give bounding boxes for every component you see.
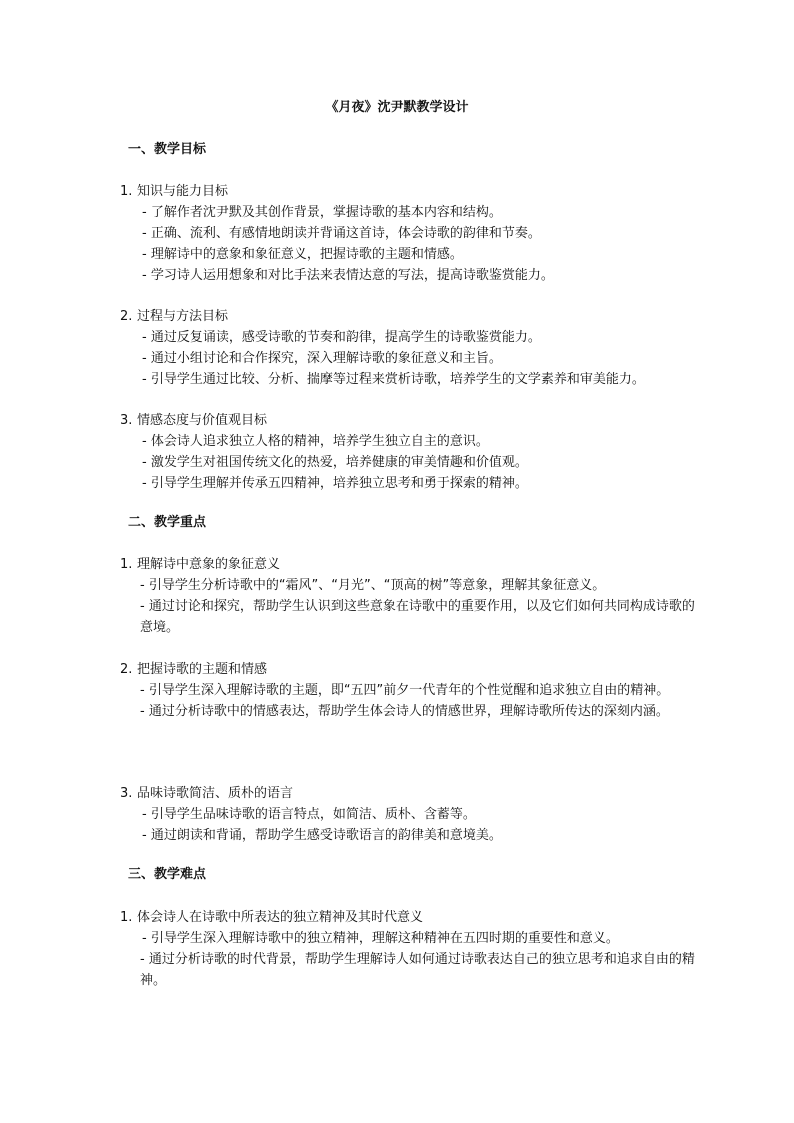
list-item: - 通过分析诗歌的时代背景，帮助学生理解诗人如何通过诗歌表达自己的独立思考和追求自由的精神。 (140, 952, 695, 988)
list-item: - 引导学生深入理解诗歌的主题，即“五四”前夕一代青年的个性觉醒和追求独立自由的精神。 (140, 683, 670, 698)
list-item: - 引导学生分析诗歌中的“霜风”、“月光”、“顶高的树”等意象，理解其象征意义。 (140, 578, 606, 593)
difficulty-independence (120, 907, 695, 991)
item-title: 体会诗人在诗歌中所表达的独立精神及其时代意义 (137, 910, 424, 925)
item-heading (120, 181, 680, 202)
item-heading (120, 306, 680, 327)
list-item: - 引导学生深入理解诗歌中的独立精神，理解这种精神在五四时期的重要性和意义。 (142, 931, 619, 946)
item-heading (120, 659, 680, 680)
item-number: 1. (120, 910, 133, 925)
key-point-imagery (120, 554, 695, 638)
item-heading (120, 410, 680, 431)
item-number: 2. (120, 662, 133, 677)
item-heading (120, 554, 680, 575)
item-title: 理解诗中意象的象征意义 (137, 557, 281, 572)
list-item: - 理解诗中的意象和象征意义，把握诗歌的主题和情感。 (142, 247, 463, 262)
list-item: - 正确、流利、有感情地朗读并背诵这首诗，体会诗歌的韵律和节奏。 (142, 226, 541, 241)
list-item: - 引导学生通过比较、分析、揣摩等过程来赏析诗歌，培养学生的文学素养和审美能力。 (142, 372, 645, 387)
list-item: - 通过小组讨论和合作探究，深入理解诗歌的象征意义和主旨。 (142, 351, 502, 366)
item-number: 1. (120, 557, 133, 572)
item-heading (120, 907, 680, 928)
item-number: 3. (120, 786, 133, 801)
list-item: - 通过朗读和背诵，帮助学生感受诗歌语言的韵律美和意境美。 (142, 828, 502, 843)
section-heading-difficulties: 三、教学难点 (128, 867, 207, 882)
list-item: - 引导学生理解并传承五四精神，培养独立思考和勇于探索的精神。 (142, 476, 528, 491)
objective-knowledge (120, 181, 680, 286)
objective-values (120, 410, 680, 494)
item-number: 2. (120, 309, 133, 324)
key-point-theme (120, 659, 680, 722)
list-item: - 激发学生对祖国传统文化的热爱，培养健康的审美情趣和价值观。 (142, 455, 528, 470)
list-item: - 通过反复诵读，感受诗歌的节奏和韵律，提高学生的诗歌鉴赏能力。 (142, 330, 541, 345)
key-point-language (120, 783, 680, 846)
item-title: 过程与方法目标 (137, 309, 229, 324)
list-item: - 引导学生品味诗歌的语言特点，如简洁、质朴、含蓄等。 (142, 807, 476, 822)
item-number: 1. (120, 184, 133, 199)
list-item: - 通过分析诗歌中的情感表达，帮助学生体会诗人的情感世界，理解诗歌所传达的深刻内涵。 (140, 704, 669, 719)
section-heading-key-points: 二、教学重点 (128, 515, 207, 530)
document-title: 《月夜》沈尹默教学设计 (325, 100, 469, 115)
list-item: - 通过讨论和探究，帮助学生认识到这些意象在诗歌中的重要作用，以及它们如何共同构成诗歌的意境。 (140, 599, 695, 635)
item-title: 品味诗歌简洁、质朴的语言 (137, 786, 294, 801)
item-title: 把握诗歌的主题和情感 (137, 662, 268, 677)
objective-process (120, 306, 680, 390)
item-title: 情感态度与价值观目标 (137, 413, 268, 428)
list-item: - 体会诗人追求独立人格的精神，培养学生独立自主的意识。 (142, 434, 489, 449)
item-heading (120, 783, 680, 804)
section-heading-objectives: 一、教学目标 (128, 142, 207, 157)
list-item: - 了解作者沈尹默及其创作背景，掌握诗歌的基本内容和结构。 (142, 205, 502, 220)
item-title: 知识与能力目标 (137, 184, 229, 199)
list-item: - 学习诗人运用想象和对比手法来表情达意的写法，提高诗歌鉴赏能力。 (142, 268, 554, 283)
item-number: 3. (120, 413, 133, 428)
